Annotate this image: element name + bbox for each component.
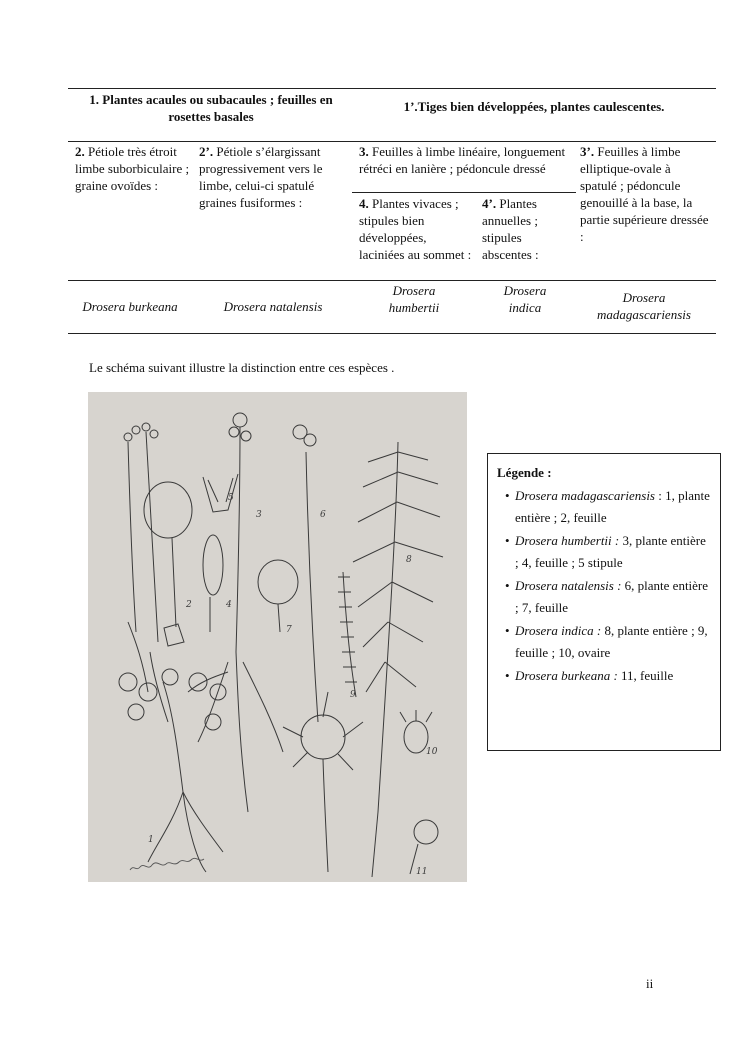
cell-2prime-text: Pétiole s’élargissant progressivement vers le limbe, celui-ci spatulé graines fusiformes :	[199, 144, 323, 210]
table-top-rule	[68, 88, 716, 89]
figure-number-10: 10	[426, 747, 438, 757]
bullet-icon: •	[505, 577, 510, 593]
figure-number-8: 8	[406, 555, 412, 565]
artist-signature	[130, 858, 204, 870]
figure-number-5: 5	[228, 493, 234, 503]
cell-4	[359, 195, 473, 263]
bullet-icon: •	[505, 622, 510, 638]
species-humbertii: Drosera humbertii	[388, 283, 440, 315]
figure-number-9: 9	[350, 690, 356, 700]
legend-species: Drosera madagascariensis	[515, 487, 655, 503]
header-caulescentes: 1’.Tiges bien développées, plantes caulescentes.	[403, 99, 665, 114]
cell-4prime-text: Plantes annuelles ; stipules abscentes :	[482, 196, 539, 262]
figure-number-4: 4	[226, 600, 232, 610]
figure-intro-sentence: Le schéma suivant illustre la distinction entre ces espèces .	[89, 360, 395, 375]
cell-3prime	[580, 143, 710, 245]
figure-number-2: 2	[186, 600, 192, 610]
table-header-rule	[68, 141, 716, 142]
legend-description: 6, plante entière ; 7, feuille	[515, 577, 709, 615]
species-indica: Drosera indica	[503, 283, 547, 315]
legend-item-humbertii	[497, 530, 712, 575]
cell-2-num: 2.	[75, 144, 85, 159]
legend-description: 1, plante entière ; 2, feuille	[515, 487, 710, 525]
cell-2prime-num: 2’.	[199, 144, 214, 159]
header-acaules: 1. Plantes acaules ou subacaules ; feuilles en rosettes basales	[89, 92, 333, 124]
legend-item-madagascariensis	[497, 485, 712, 530]
legend-species: Drosera natalensis :	[515, 577, 622, 593]
botanical-illustration	[88, 392, 467, 882]
legend-species: Drosera indica :	[515, 622, 602, 638]
figure-number-3: 3	[256, 510, 262, 520]
legend-item-burkeana	[497, 665, 712, 688]
legend-item-indica	[497, 620, 712, 665]
cell-4prime	[482, 195, 570, 263]
legend-description: 11, feuille	[621, 667, 674, 683]
figure-number-1: 1	[148, 835, 154, 845]
legend-item-natalensis	[497, 575, 712, 620]
figure-number-11: 11	[416, 867, 428, 877]
cell-3-text: Feuilles à limbe linéaire, longuement rétréci en lanière ; pédoncule dressé	[359, 144, 566, 176]
legend-box	[487, 453, 721, 751]
page-number: ii	[646, 976, 654, 991]
figure-number-6: 6	[320, 510, 326, 520]
species-natalensis: Drosera natalensis	[223, 299, 323, 314]
cell-4-num: 4.	[359, 196, 369, 211]
table-subcell-rule	[352, 192, 576, 193]
legend-description: 3, plante entière ; 4, feuille ; 5 stipule	[515, 532, 706, 570]
bullet-icon: •	[505, 532, 510, 548]
legend-separator: :	[655, 487, 666, 503]
table-bottom-rule	[68, 333, 716, 334]
cell-3	[359, 143, 569, 177]
legend-description: 8, plante entière ; 9, feuille ; 10, ovaire	[515, 622, 708, 660]
table-species-rule	[68, 280, 716, 281]
cell-4prime-num: 4’.	[482, 196, 497, 211]
species-burkeana: Drosera burkeana	[82, 299, 178, 314]
legend-species: Drosera burkeana :	[515, 667, 618, 683]
drosera-drawing	[88, 392, 467, 882]
legend-species: Drosera humbertii :	[515, 532, 620, 548]
cell-2	[75, 143, 193, 194]
bullet-icon: •	[505, 667, 510, 683]
cell-4-text: Plantes vivaces ; stipules bien développées, laciniées au sommet :	[359, 196, 472, 262]
bullet-icon: •	[505, 487, 510, 503]
figure-number-7: 7	[286, 625, 292, 635]
cell-2prime	[199, 143, 349, 211]
cell-3prime-text: Feuilles à limbe elliptique-ovale à spatulé ; pédoncule genouillé à la base, la partie supérieure dressée :	[580, 144, 709, 244]
cell-3-num: 3.	[359, 144, 369, 159]
species-madagascariensis: Drosera madagascariensis	[597, 290, 691, 322]
cell-3prime-num: 3’.	[580, 144, 595, 159]
legend-title: Légende :	[497, 465, 552, 480]
cell-2-text: Pétiole très étroit limbe suborbiculaire ; graine ovoïdes :	[75, 144, 190, 193]
